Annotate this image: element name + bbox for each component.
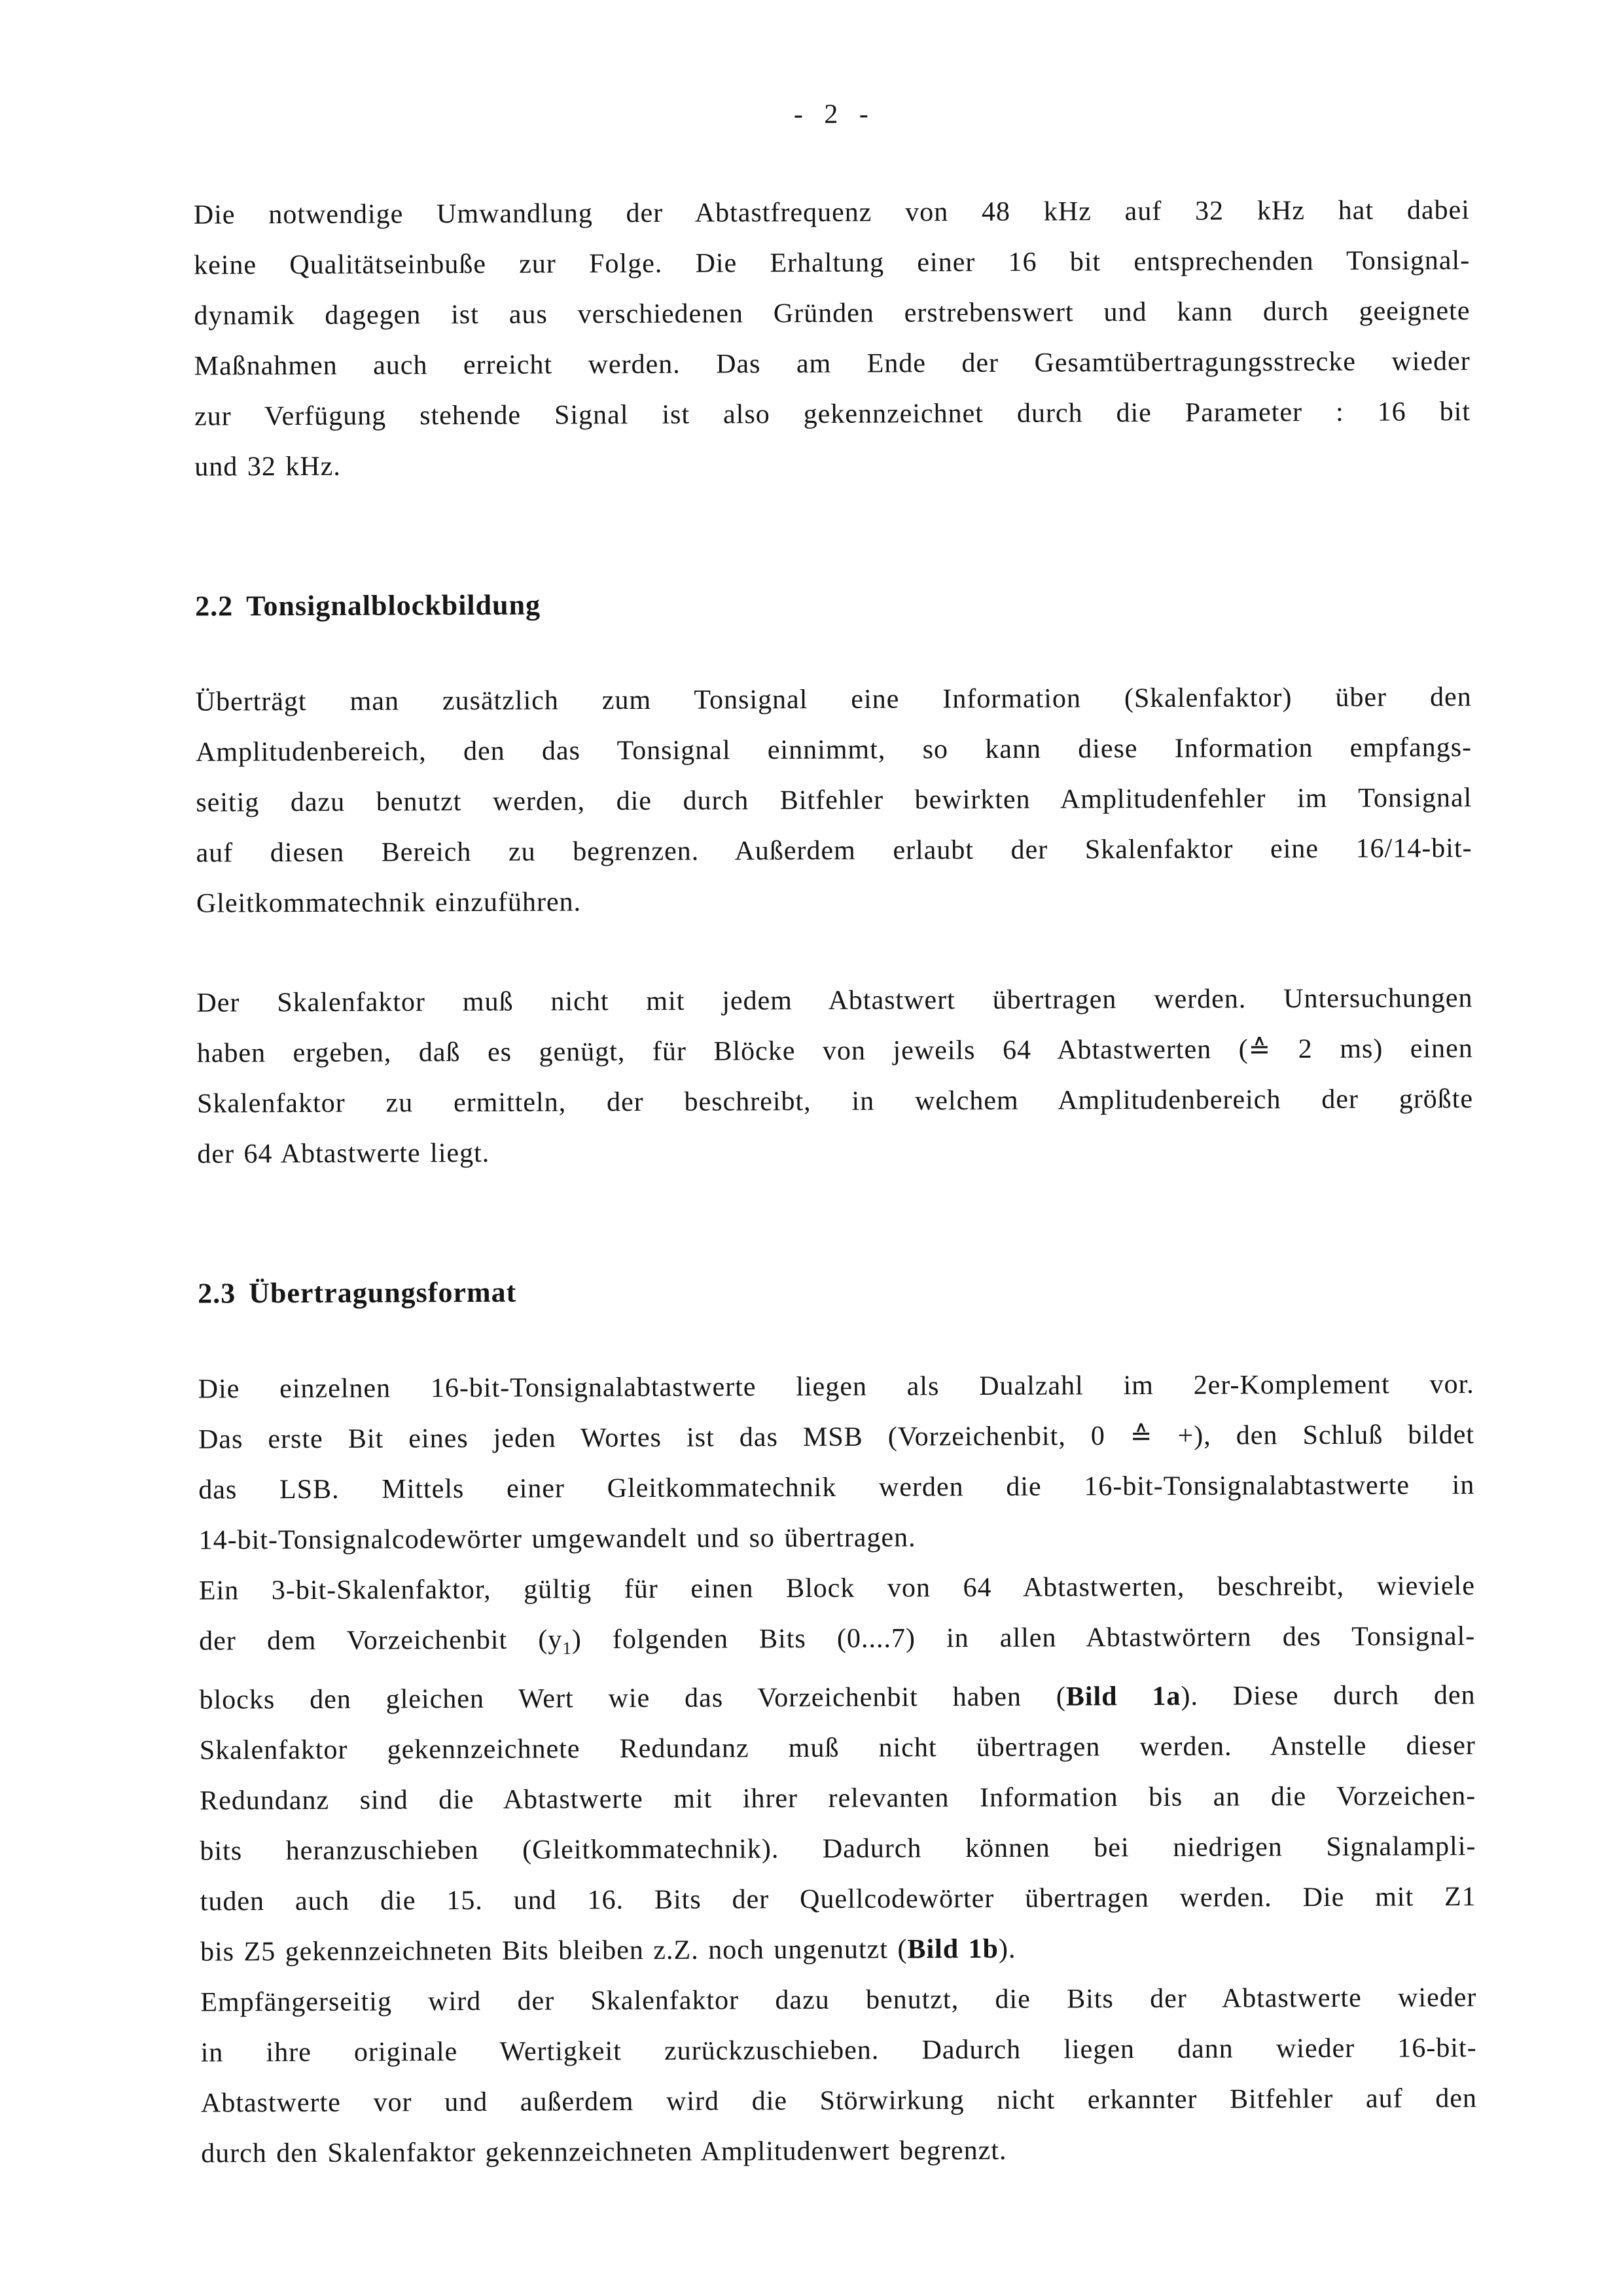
document-body: [194, 185, 1478, 2179]
paragraph: [198, 1359, 1478, 2179]
text-line: [200, 1721, 1476, 1776]
text-segment: Überträgt man zusätzlich zum Tonsignal eine Information (Skalenfaktor) über den: [195, 682, 1472, 717]
text-segment: +), den Schluß bildet: [1152, 1420, 1475, 1452]
text-segment: seitig dazu benutzt werden, die durch Bitfehler bewirkten Amplitudenfehler im Tonsignal: [196, 783, 1472, 818]
text-line: [200, 1922, 1476, 1977]
text-segment: tuden auch die 15. und 16. Bits der Quellcodewörter übertragen werden. Die mit Z1: [200, 1881, 1476, 1917]
text-segment: Amplitudenbereich, den das Tonsignal einnimmt, so kann diese Information empfangs-: [195, 732, 1472, 768]
text-segment: durch den Skalenfaktor gekennzeichneten Amplitudenwert begrenzt.: [201, 2135, 1007, 2169]
bold-reference-text: Bild 1b: [907, 1933, 999, 1965]
text-segment: Gleitkommatechnik einzuführen.: [196, 887, 582, 919]
text-line: [194, 336, 1471, 391]
text-line: [194, 437, 1471, 492]
text-line: [199, 1670, 1475, 1725]
text-segment: bits heranzuschieben (Gleitkommatechnik). Dadurch können bei niedrigen Signalampli-: [200, 1831, 1476, 1867]
text-line: [194, 236, 1470, 291]
page-number: - 2 -: [793, 99, 869, 130]
text-segment: Empfängerseitig wird der Skalenfaktor dazu benutzt, die Bits der Abtastwerte wieder: [200, 1982, 1477, 2018]
section-number: 2.2: [195, 590, 234, 622]
text-line: [200, 1872, 1476, 1927]
text-line: [196, 672, 1472, 727]
subscript-text: 1: [562, 1638, 572, 1659]
text-segment: bis Z5 gekennzeichneten Bits bleiben z.Z. noch ungenutzt (: [200, 1934, 908, 1967]
paragraph: [194, 185, 1471, 492]
section-number: 2.3: [198, 1277, 236, 1310]
text-segment: der dem Vorzeichenbit (y: [199, 1624, 563, 1657]
text-line: [197, 1024, 1473, 1079]
text-line: [197, 1074, 1473, 1129]
text-line: [194, 286, 1470, 341]
text-segment: der 64 Abtastwerte liegt.: [197, 1138, 490, 1170]
text-segment: in ihre originale Wertigkeit zurückzuschieben. Dadurch liegen dann wieder 16-bit-: [200, 2032, 1477, 2068]
text-segment: keine Qualitätseinbuße zur Folge. Die Erhaltung einer 16 bit entsprechenden Tonsignal-: [194, 245, 1471, 281]
section-heading: [198, 1263, 1474, 1318]
text-segment: und 32 kHz.: [194, 451, 341, 482]
text-segment: Das erste Bit eines jeden Wortes ist das MSB (Vorzeichenbit, 0: [198, 1421, 1131, 1455]
text-line: [198, 1359, 1474, 1414]
section-heading: [195, 576, 1471, 631]
paragraph: [196, 973, 1473, 1179]
text-line: [200, 1821, 1476, 1876]
text-line: [196, 773, 1472, 828]
corresponds-symbol: ≙: [1248, 1034, 1272, 1065]
text-segment: ) folgenden Bits (0....7) in allen Abtastwörtern des Tonsignal-: [571, 1621, 1476, 1655]
text-segment: blocks den gleichen Wert wie das Vorzeichenbit haben (: [199, 1681, 1066, 1715]
text-segment: auf diesen Bereich zu begrenzen. Außerdem erlaubt der Skalenfaktor eine 16/14-bit-: [196, 833, 1472, 869]
text-segment: das LSB. Mittels einer Gleitkommatechnik werden die 16-bit-Tonsignalabtastwerte in: [198, 1470, 1475, 1505]
text-segment: Skalenfaktor zu ermitteln, der beschreibt, in welchem Amplitudenbereich der größte: [196, 1084, 1474, 1119]
text-line: [198, 1460, 1474, 1515]
text-line: [198, 1410, 1474, 1465]
text-line: [201, 2124, 1477, 2179]
text-segment: ). Diese durch den: [1181, 1679, 1476, 1712]
text-segment: dynamik dagegen ist aus verschiedenen Gründen erstrebenswert und kann durch geeignete: [194, 296, 1471, 331]
text-segment: zur Verfügung stehende Signal ist also gekennzeichnet durch die Parameter : 16 bit: [194, 397, 1471, 432]
text-segment: 2 ms) einen: [1271, 1033, 1473, 1065]
text-line: [199, 1611, 1475, 1675]
text-line: [198, 1511, 1474, 1566]
text-line: [196, 874, 1472, 929]
text-segment: Die notwendige Umwandlung der Abtastfrequenz von 48 kHz auf 32 kHz hat dabei: [193, 195, 1470, 230]
text-line: [201, 2023, 1477, 2078]
text-line: [199, 1561, 1475, 1616]
text-line: [201, 2073, 1477, 2128]
bold-reference-text: Bild 1a: [1065, 1681, 1181, 1712]
text-line: [196, 973, 1472, 1028]
text-line: [194, 185, 1470, 240]
text-line: [197, 1124, 1473, 1179]
text-segment: Der Skalenfaktor muß nicht mit jedem Abtastwert übertragen werden. Untersuchungen: [196, 983, 1473, 1018]
text-line: [194, 387, 1471, 442]
text-segment: Skalenfaktor gekennzeichnete Redundanz muß nicht übertragen werden. Anstelle dieser: [199, 1730, 1476, 1766]
text-segment: Die einzelnen 16-bit-Tonsignalabtastwerte liegen als Dualzahl im 2er-Komplement vor.: [198, 1369, 1474, 1405]
text-line: [196, 723, 1472, 778]
text-segment: ).: [998, 1933, 1016, 1964]
paragraph: [196, 672, 1472, 929]
text-segment: Maßnahmen auch erreicht werden. Das am Ende der Gesamtübertragungsstrecke wieder: [194, 346, 1471, 382]
text-line: [200, 1973, 1476, 2028]
section-title: Übertragungsformat: [249, 1276, 517, 1310]
text-segment: Ein 3-bit-Skalenfaktor, gültig für einen Block von 64 Abtastwerten, beschreibt, wieviele: [198, 1571, 1476, 1606]
text-line: [200, 1771, 1476, 1826]
corresponds-symbol: ≙: [1130, 1421, 1153, 1452]
text-segment: Redundanz sind die Abtastwerte mit ihrer relevanten Information bis an die Vorzeichen-: [200, 1780, 1476, 1816]
section-title: Tonsignalblockbildung: [246, 588, 541, 622]
text-line: [196, 823, 1472, 878]
text-segment: haben ergeben, daß es genügt, für Blöcke von jeweils 64 Abtastwerten (: [196, 1034, 1249, 1069]
text-segment: Abtastwerte vor und außerdem wird die Störwirkung nicht erkannter Bitfehler auf den: [200, 2083, 1478, 2119]
text-segment: 14-bit-Tonsignalcodewörter umgewandelt und so übertragen.: [198, 1522, 916, 1556]
